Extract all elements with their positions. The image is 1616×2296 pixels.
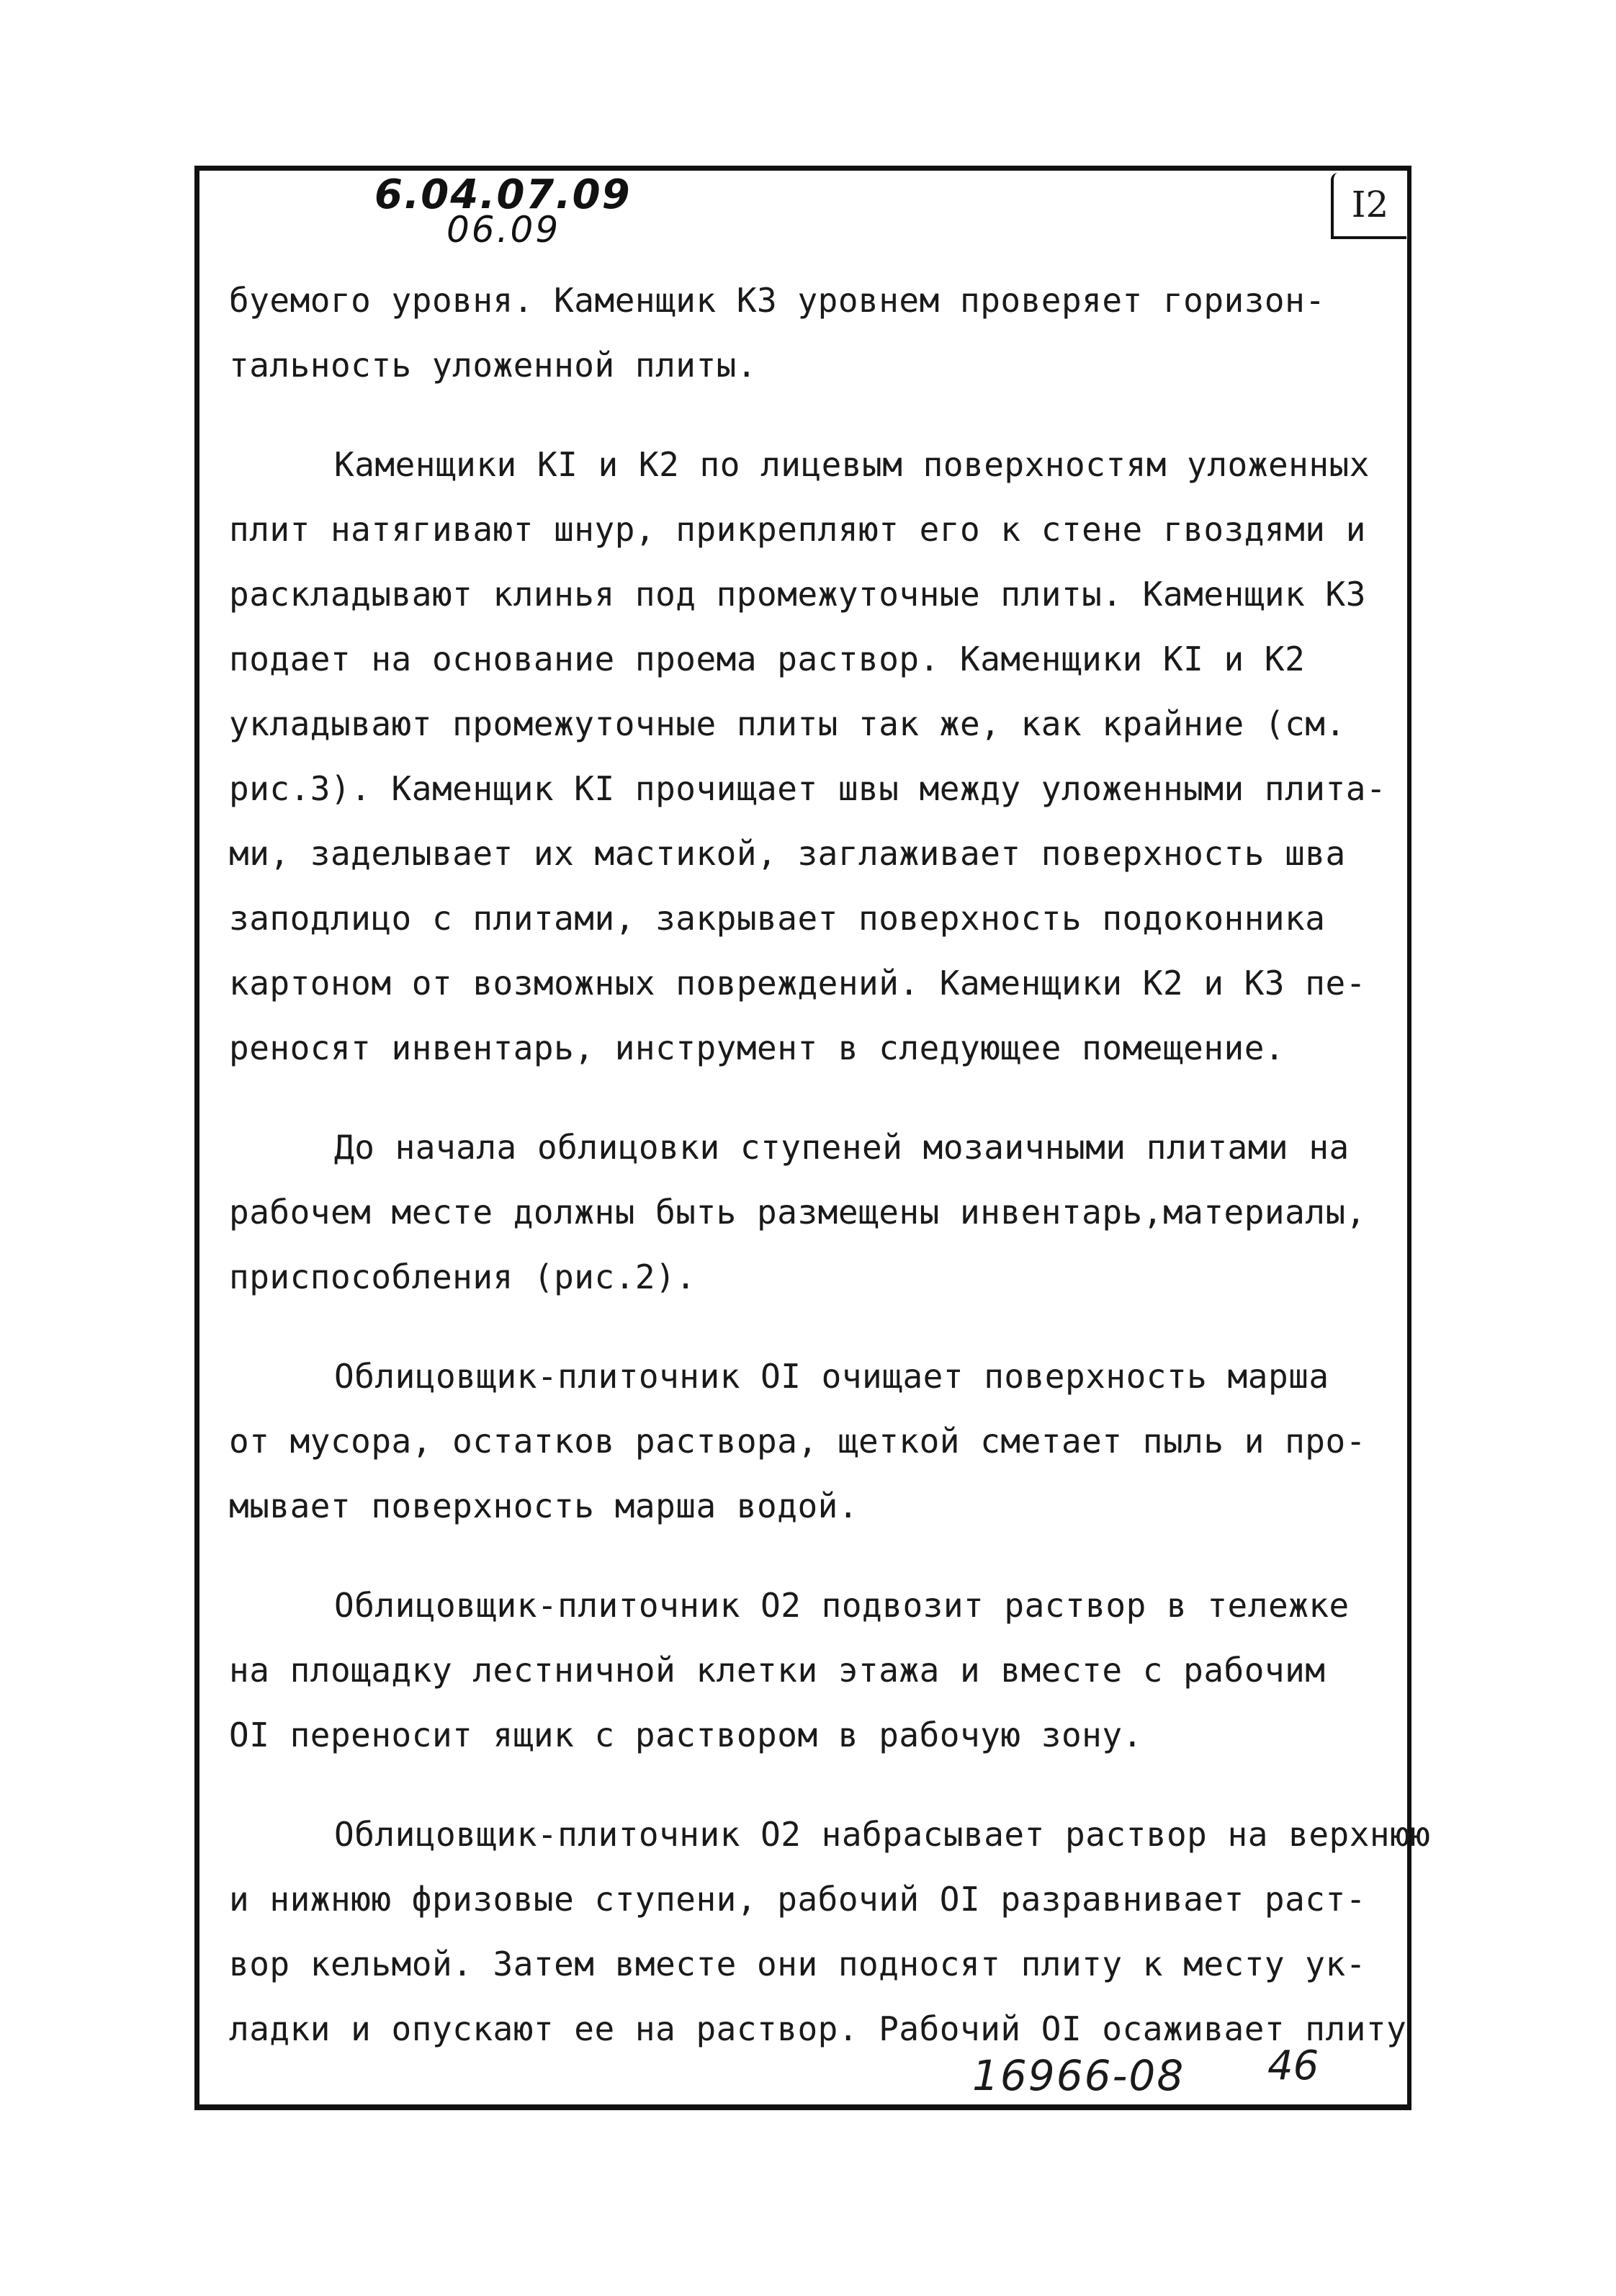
text-line: Облицовщик-плиточник O2 подвозит раствор в тележке bbox=[334, 1586, 1350, 1625]
text-line: от мусора, остатков раствора, щеткой сметает пыль и про- bbox=[229, 1422, 1366, 1461]
text-line: вор кельмой. Затем вместе они подносят плиту к месту ук- bbox=[229, 1945, 1366, 1983]
text-line: и нижнюю фризовые ступени, рабочий OI разравнивает раст- bbox=[229, 1880, 1366, 1919]
paragraph bbox=[229, 1115, 1381, 1309]
page-number: I2 bbox=[1331, 173, 1406, 239]
paragraph bbox=[229, 432, 1387, 1080]
text-line: Каменщики КI и К2 по лицевым поверхностям уложенных bbox=[334, 445, 1370, 484]
text-line: буемого уровня. Каменщик К3 уровнем проверяет горизон- bbox=[229, 281, 1326, 320]
text-line: заподлицо с плитами, закрывает поверхность подоконника bbox=[229, 899, 1326, 938]
handwritten-doc-code: 16966-08 bbox=[972, 2051, 1185, 2100]
handwritten-sheet-number: 46 bbox=[1267, 2042, 1319, 2089]
text-line: тальность уложенной плиты. bbox=[229, 346, 758, 385]
text-line: на площадку лестничной клетки этажа и вместе с рабочим bbox=[229, 1651, 1326, 1690]
text-line: плит натягивают шнур, прикрепляют его к стене гвоздями и bbox=[229, 510, 1366, 549]
text-line: До начала облицовки ступеней мозаичными плитами на bbox=[334, 1128, 1350, 1167]
handwritten-stamp-date: 06.09 bbox=[446, 209, 561, 251]
text-line: мывает поверхность марша водой. bbox=[229, 1486, 859, 1525]
text-line: ми, заделывает их мастикой, заглаживает поверхность шва bbox=[229, 834, 1346, 873]
text-line: подает на основание проема раствор. Каменщики КI и К2 bbox=[229, 640, 1306, 678]
text-line: раскладывают клинья под промежуточные плиты. Каменщик К3 bbox=[229, 575, 1366, 614]
paragraph bbox=[229, 1802, 1431, 2061]
text-line: картоном от возможных повреждений. Каменщики К2 и К3 пе- bbox=[229, 964, 1366, 1003]
paragraph bbox=[229, 1573, 1381, 1767]
text-line: реносят инвентарь, инструмент в следующее помещение. bbox=[229, 1028, 1285, 1067]
handwritten-stamp-code: 6.04.07.09 bbox=[374, 171, 632, 218]
text-line: рис.3). Каменщик КI прочищает швы между уложенными плита- bbox=[229, 769, 1387, 808]
paragraph bbox=[229, 268, 1381, 398]
text-line: приспособления (рис.2). bbox=[229, 1257, 696, 1296]
text-line: укладывают промежуточные плиты так же, как крайние (см. bbox=[229, 704, 1346, 743]
text-line: ладки и опускают ее на раствор. Рабочий OI осаживает плиту bbox=[229, 2009, 1407, 2048]
text-line: рабочем месте должны быть размещены инвентарь,материалы, bbox=[229, 1193, 1366, 1232]
text-line: Облицовщик-плиточник O2 набрасывает раствор на верхнюю bbox=[334, 1815, 1431, 1854]
document-body bbox=[229, 268, 1431, 2096]
text-line: OI переносит ящик с раствором в рабочую зону. bbox=[229, 1716, 1143, 1754]
paragraph bbox=[229, 1344, 1381, 1538]
text-line: Облицовщик-плиточник OI очищает поверхность марша bbox=[334, 1357, 1329, 1396]
